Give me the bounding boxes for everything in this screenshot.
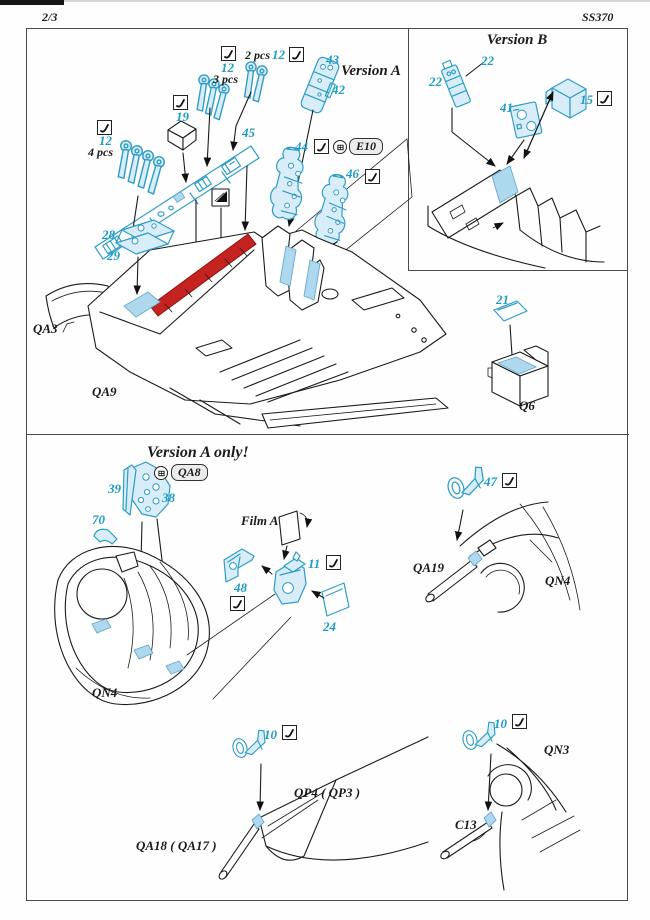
ref-part-e10: E10 [349, 138, 383, 155]
callout-48: 48 [234, 580, 247, 595]
callout-47: 47 [484, 474, 497, 489]
sheet-code: SS370 [582, 10, 614, 24]
film-a-label: Film A [241, 513, 279, 528]
bend-checkbox-12-3pcs [221, 46, 236, 61]
callout-21: 21 [496, 292, 509, 307]
kit-part-qn3: QN3 [544, 742, 570, 757]
callout-10-right: 10 [494, 716, 507, 731]
callout-42: 42 [332, 82, 345, 97]
callout-12-4pcs-qty: 4 pcs [88, 145, 113, 159]
pe-set-symbol-icon [154, 466, 168, 480]
kit-part-qp4: QP4 ( QP3 ) [294, 785, 361, 800]
figure-strip-45-group [95, 62, 268, 259]
kit-part-qa19: QA19 [413, 560, 445, 575]
callout-45: 45 [242, 125, 255, 140]
bend-checkbox-12-2pcs [289, 47, 304, 62]
kit-part-q6: Q6 [519, 398, 535, 413]
callout-70: 70 [92, 512, 105, 527]
figure-version-b [428, 59, 604, 268]
figure-gunsight-assembly [187, 511, 349, 699]
bend-check-icon [291, 49, 302, 60]
kit-part-c13: C13 [455, 817, 477, 832]
bend-checkbox-47 [502, 473, 517, 488]
bend-check-icon [367, 171, 378, 182]
callout-28: 28 [102, 227, 115, 242]
bend-checkbox-19 [173, 95, 188, 110]
kit-part-qa3: QA3 [33, 321, 58, 336]
bend-check-icon [175, 97, 186, 108]
kit-part-qa18: QA18 ( QA17 ) [136, 838, 217, 853]
pe-set-glyph-icon [157, 469, 166, 478]
callout-46: 46 [346, 166, 359, 181]
bend-checkbox-46 [365, 169, 380, 184]
version-a-label: Version A [341, 63, 401, 79]
callout-12-3pcs-num: 12 [221, 60, 234, 75]
callout-43: 43 [326, 52, 339, 67]
callout-39: 39 [108, 481, 121, 496]
bend-checkbox-44 [314, 139, 329, 154]
bend-check-icon [504, 475, 515, 486]
callout-15: 15 [580, 92, 593, 107]
callout-12-4pcs-num: 12 [99, 133, 112, 148]
bend-check-icon [232, 598, 243, 609]
callout-22a: 22 [481, 53, 494, 68]
callout-29: 29 [107, 248, 120, 263]
pe-set-symbol-icon [333, 140, 347, 154]
bend-check-icon [99, 122, 110, 133]
callout-24: 24 [323, 619, 336, 634]
kit-part-qn4-side: QN4 [545, 573, 571, 588]
callout-44: 44 [295, 139, 308, 154]
bend-check-icon [599, 93, 610, 104]
callout-12-2pcs-num: 12 [272, 47, 285, 62]
kit-part-qa9: QA9 [92, 384, 117, 399]
callout-38: 38 [162, 490, 175, 505]
figure-part-21-q6 [488, 301, 548, 406]
figure-bowl-qn4 [55, 546, 210, 704]
bend-checkbox-10-left [282, 725, 297, 740]
bend-checkbox-10-right [512, 714, 527, 729]
bend-checkbox-48 [230, 596, 245, 611]
callout-10-left: 10 [264, 727, 277, 742]
ref-part-qa8: QA8 [171, 464, 208, 481]
bend-checkbox-11 [326, 555, 341, 570]
bend-check-icon [316, 141, 327, 152]
bend-check-icon [328, 557, 339, 568]
callout-11: 11 [308, 556, 321, 571]
page-number: 2/3 [42, 10, 58, 24]
version-b-title: Version B [486, 32, 548, 48]
bend-check-icon [223, 48, 234, 59]
bend-checkbox-15 [597, 91, 612, 106]
callout-22b: 22 [429, 74, 442, 89]
callout-12-2pcs-qty: 2 pcs [245, 48, 270, 62]
version-a-only-heading: Version A only! [147, 444, 249, 461]
callout-41: 41 [500, 100, 513, 115]
callout-12-3pcs-qty: 3 pcs [213, 72, 238, 86]
bend-check-icon [514, 716, 525, 727]
kit-part-qn4-bowl: QN4 [92, 685, 118, 700]
bend-check-icon [284, 727, 295, 738]
callout-19: 19 [176, 109, 189, 124]
pe-set-glyph-icon [336, 143, 345, 152]
figure-stick-10-qp4 [218, 729, 428, 881]
